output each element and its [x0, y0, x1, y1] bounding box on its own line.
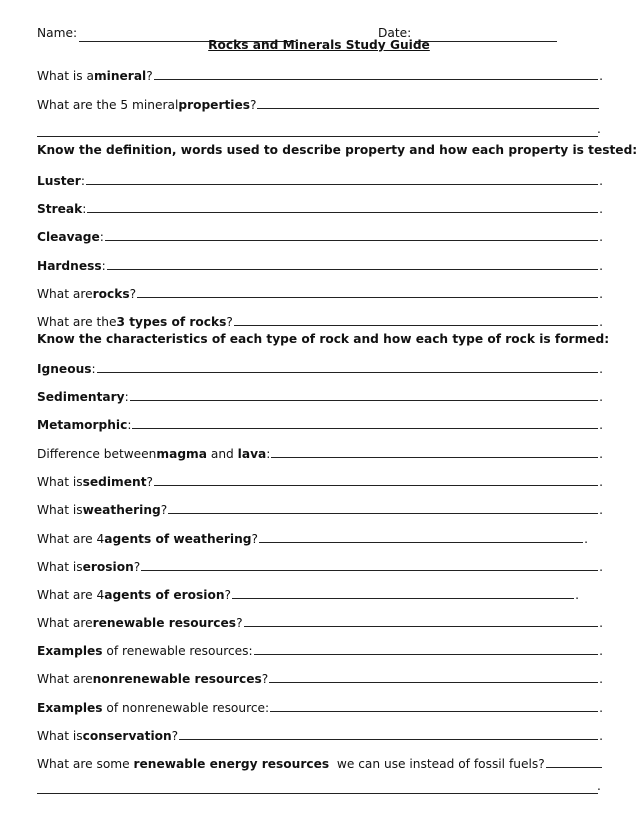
question-cleavage: [37, 229, 603, 245]
line-end: .: [599, 174, 603, 188]
question-keyword: Streak: [37, 202, 83, 216]
question-weathering: [37, 502, 603, 518]
question-nonrenewable-examples: [37, 700, 603, 716]
question-keyword: Examples: [37, 701, 103, 715]
question-punct: ?: [236, 616, 243, 630]
page-title: Rocks and Minerals Study Guide: [208, 38, 430, 52]
question-keyword: Cleavage: [37, 230, 100, 244]
question-text: of nonrenewable resource:: [102, 701, 270, 715]
question-text: and: [206, 447, 238, 461]
answer-line[interactable]: [130, 389, 598, 401]
question-keyword: Metamorphic: [37, 418, 128, 432]
line-end: .: [597, 122, 601, 136]
line-end: .: [599, 390, 603, 404]
question-punct: :: [99, 230, 104, 244]
question-text: What are: [37, 616, 93, 630]
question-keyword: mineral: [93, 69, 147, 83]
question-keyword: agents of erosion: [104, 588, 225, 602]
question-properties: [37, 97, 603, 113]
question-text: What are: [37, 672, 93, 686]
question-text: What is: [37, 503, 83, 517]
answer-line[interactable]: [168, 502, 598, 514]
question-keyword: properties: [178, 98, 250, 112]
question-text: we can use instead of fossil fuels?: [329, 757, 545, 771]
question-keyword: Sedimentary: [37, 390, 125, 404]
line-end: .: [599, 701, 603, 715]
line-end: .: [599, 230, 603, 244]
question-punct: ?: [160, 503, 168, 517]
answer-line[interactable]: [269, 671, 598, 683]
line-end: .: [599, 202, 603, 216]
section-heading-rocks: [37, 331, 610, 347]
line-end: .: [599, 475, 603, 489]
question-text: What are: [37, 287, 93, 301]
line-end: .: [599, 259, 603, 273]
question-punct: :: [266, 447, 271, 461]
line-end: .: [599, 315, 603, 329]
line-end: .: [599, 287, 603, 301]
question-text: of renewable resources:: [102, 644, 253, 658]
answer-line[interactable]: [259, 531, 583, 543]
line-end: .: [584, 532, 588, 546]
question-igneous: [37, 361, 603, 377]
section-heading-minerals: [37, 142, 638, 158]
question-punct: ?: [171, 729, 179, 743]
question-keyword: Examples: [37, 644, 103, 658]
question-keyword: renewable energy resources: [133, 757, 330, 771]
question-sediment: [37, 474, 603, 490]
question-text: What is: [37, 475, 83, 489]
question-keyword: weathering: [82, 503, 161, 517]
question-keyword: Igneous: [37, 362, 92, 376]
question-punct: ?: [146, 69, 153, 83]
answer-line[interactable]: [154, 68, 598, 80]
question-text: What are the 5 mineral: [37, 98, 179, 112]
line-end: .: [599, 729, 603, 743]
question-erosion: [37, 559, 603, 575]
question-keyword: lava: [237, 447, 267, 461]
line-end: .: [599, 616, 603, 630]
answer-line[interactable]: [546, 756, 602, 768]
line-end: .: [599, 447, 603, 461]
question-nonrenewable: [37, 671, 603, 687]
answer-line[interactable]: [154, 474, 598, 486]
answer-line[interactable]: [254, 643, 599, 655]
answer-line[interactable]: [257, 97, 599, 109]
answer-line[interactable]: [137, 286, 598, 298]
question-renewable-examples: [37, 643, 603, 659]
line-end: .: [599, 362, 603, 376]
answer-line[interactable]: [271, 446, 598, 458]
answer-line[interactable]: [105, 229, 598, 241]
question-punct: :: [101, 259, 106, 273]
question-metamorphic: [37, 417, 603, 433]
question-text: What is: [37, 729, 83, 743]
question-keyword: rocks: [92, 287, 130, 301]
question-conservation: [37, 728, 603, 744]
answer-line[interactable]: [270, 700, 598, 712]
question-magma-lava: [37, 446, 603, 462]
question-rocks: [37, 286, 603, 302]
line-end: .: [599, 560, 603, 574]
line-end: .: [599, 503, 603, 517]
answer-line[interactable]: [107, 258, 598, 270]
question-agents-erosion: [37, 587, 579, 603]
question-text: What are 4: [37, 588, 105, 602]
question-keyword: agents of weathering: [104, 532, 252, 546]
question-streak: [37, 201, 603, 217]
question-punct: ?: [261, 672, 269, 686]
answer-line-continued[interactable]: [37, 124, 598, 137]
answer-line[interactable]: [234, 314, 598, 326]
question-punct: ?: [129, 287, 137, 301]
date-label: Date:: [378, 26, 412, 40]
answer-line[interactable]: [244, 615, 599, 627]
question-punct: :: [80, 174, 85, 188]
question-text: What is a: [37, 69, 94, 83]
heading-text: Know the characteristics of each type of rock and how each type of rock is formed:: [37, 332, 610, 346]
line-end: .: [599, 672, 603, 686]
heading-text: Know the definition, words used to describe property and how each property is tested:: [37, 143, 638, 157]
line-end: .: [599, 418, 603, 432]
answer-line-continued[interactable]: [37, 781, 598, 794]
question-rock-types: [37, 314, 603, 330]
answer-line[interactable]: [141, 559, 598, 571]
question-keyword: sediment: [82, 475, 147, 489]
question-punct: ?: [224, 588, 231, 602]
question-mineral: [37, 68, 603, 84]
question-keyword: renewable resources: [92, 616, 237, 630]
answer-line[interactable]: [232, 587, 574, 599]
line-end: .: [599, 69, 603, 83]
question-text: Difference between: [37, 447, 157, 461]
answer-line[interactable]: [97, 361, 599, 373]
line-end: .: [597, 779, 601, 793]
answer-line[interactable]: [132, 417, 598, 429]
question-punct: :: [91, 362, 96, 376]
question-keyword: magma: [156, 447, 207, 461]
question-punct: ?: [251, 532, 258, 546]
question-keyword: Hardness: [37, 259, 102, 273]
question-keyword: 3 types of rocks: [116, 315, 227, 329]
answer-line[interactable]: [86, 173, 598, 185]
answer-line[interactable]: [87, 201, 598, 213]
question-text: What are the: [37, 315, 117, 329]
question-punct: ?: [133, 560, 141, 574]
question-punct: ?: [226, 315, 233, 329]
question-punct: ?: [146, 475, 153, 489]
question-hardness: [37, 258, 603, 274]
question-renewable: [37, 615, 603, 631]
question-keyword: nonrenewable resources: [92, 672, 262, 686]
question-punct: :: [127, 418, 132, 432]
question-keyword: erosion: [82, 560, 134, 574]
name-label: Name:: [37, 26, 78, 40]
question-keyword: Luster: [37, 174, 81, 188]
answer-line[interactable]: [179, 728, 598, 740]
question-renewable-energy: [37, 756, 603, 772]
question-text: What are some: [37, 757, 134, 771]
question-keyword: conservation: [82, 729, 172, 743]
line-end: .: [599, 644, 603, 658]
question-text: What are 4: [37, 532, 105, 546]
line-end: .: [575, 588, 579, 602]
question-text: What is: [37, 560, 83, 574]
question-sedimentary: [37, 389, 603, 405]
question-luster: [37, 173, 603, 189]
question-agents-weathering: [37, 531, 588, 547]
question-punct: :: [124, 390, 129, 404]
question-punct: ?: [249, 98, 257, 112]
question-punct: :: [82, 202, 87, 216]
